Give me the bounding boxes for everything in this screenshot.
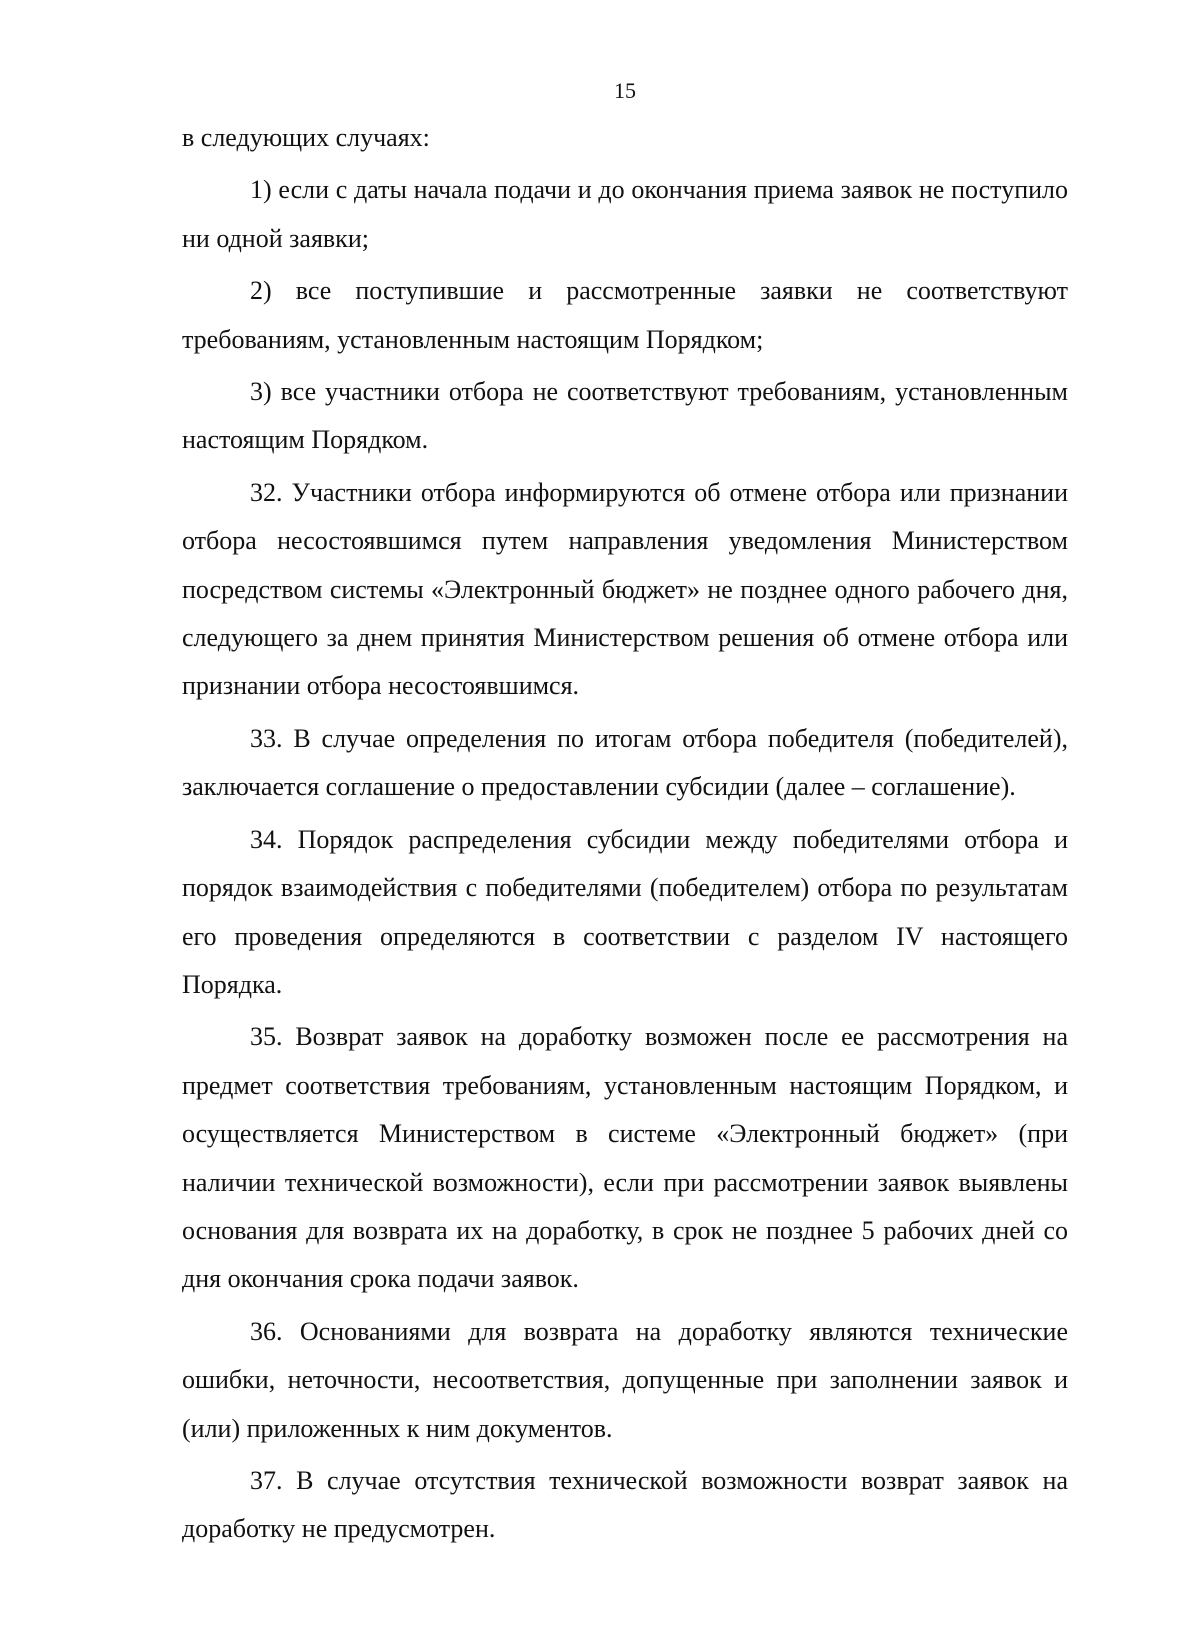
paragraph-continuation: в следующих случаях: xyxy=(182,123,430,152)
list-item-2: 2) все поступившие и рассмотренные заявки не соответствуют требованиям, установленным настоящим Порядком; xyxy=(182,276,1068,354)
list-item-3: 3) все участники отбора не соответствуют требованиям, установленным настоящим Порядком. xyxy=(182,377,1068,455)
list-item-1: 1) если с даты начала подачи и до окончания приема заявок не поступило ни одной заявки; xyxy=(182,175,1068,253)
document-body xyxy=(182,114,1068,1554)
clause-35: 35. Возврат заявок на доработку возможен после ее рассмотрения на предмет соответствия требованиям, установленным настоящим Порядком, и осуществляется Министерством в системе «Электронный бюджет» (при наличии технической возможности), если при рассмотрении заявок выявлены основания для возврата их на доработку, в срок не позднее 5 рабочих дней со дня окончания срока подачи заявок. xyxy=(182,1022,1068,1294)
clause-33: 33. В случае определения по итогам отбора победителя (победителей), заключается соглашение о предоставлении субсидии (далее – соглашение). xyxy=(182,723,1068,802)
clause-32: 32. Участники отбора информируются об отмене отбора или признании отбора несостоявшимся путем направления уведомления Министерством посредством системы «Электронный бюджет» не позднее одного рабочего дня, следующего за днем принятия Министерством решения об отмене отбора или признании отбора несостоявшимся. xyxy=(182,477,1068,701)
clause-36: 36. Основаниями для возврата на доработку являются технические ошибки, неточности, несоответствия, допущенные при заполнении заявок и (или) приложенных к ним документов. xyxy=(182,1316,1068,1443)
page-number: 15 xyxy=(614,78,636,103)
clause-37: 37. В случае отсутствия технической возможности возврат заявок на доработку не предусмотрен. xyxy=(182,1465,1068,1544)
clause-34: 34. Порядок распределения субсидии между победителями отбора и порядок взаимодействия с победителями (победителем) отбора по результатам его проведения определяются в соответствии с разделом IV настоящего Порядка. xyxy=(182,824,1068,999)
